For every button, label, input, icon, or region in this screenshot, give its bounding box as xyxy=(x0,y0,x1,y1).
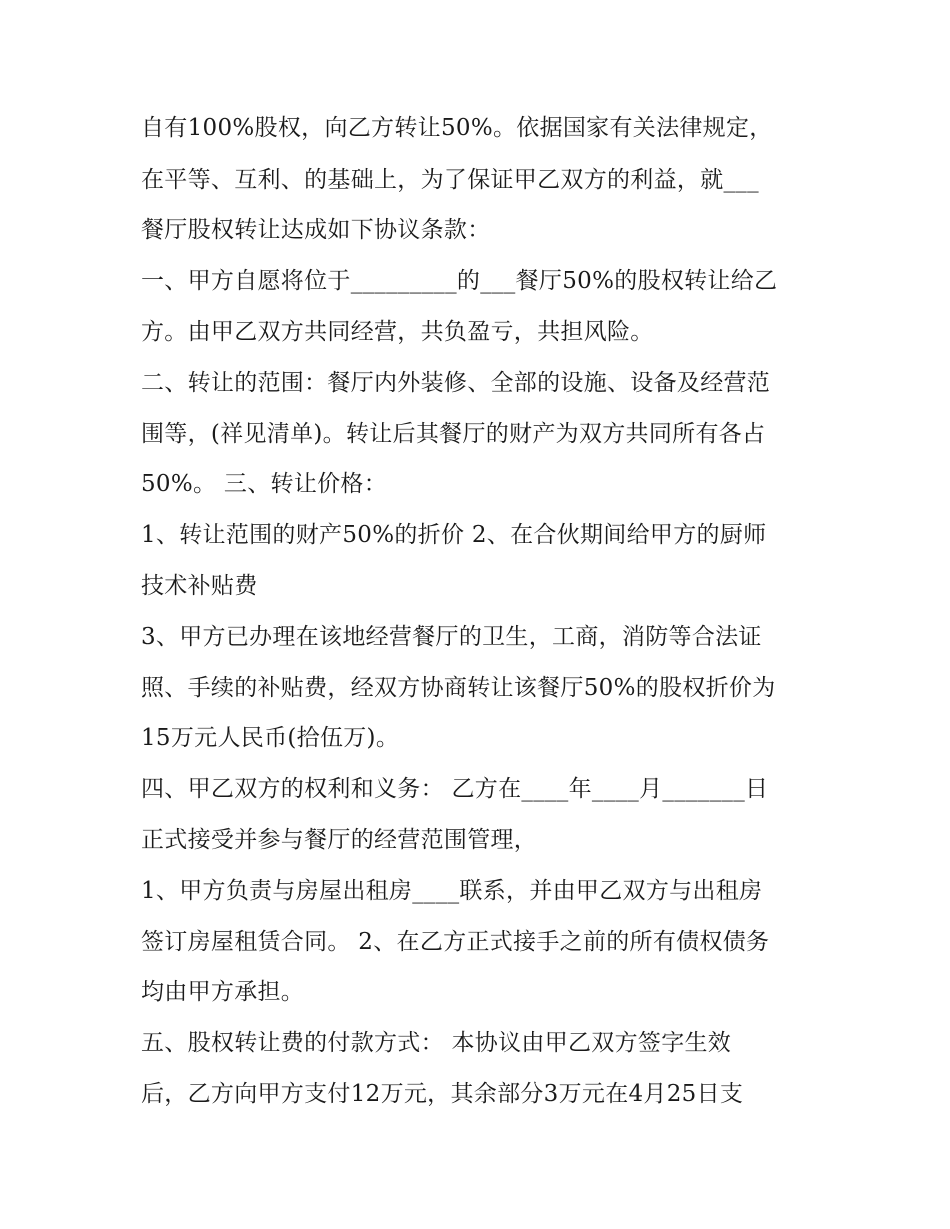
text-line: 自有100%股权，向乙方转让50%。依据国家有关法律规定， xyxy=(141,115,773,141)
text-line: 照、手续的补贴费，经双方协商转让该餐厅50%的股权折价为 xyxy=(141,675,776,701)
text-line: 1、转让范围的财产50%的折价 2、在合伙期间给甲方的厨师 xyxy=(141,522,767,548)
text-line: 技术补贴费 xyxy=(141,573,258,599)
text-line: 在平等、互利、的基础上，为了保证甲乙双方的利益，就___ xyxy=(141,167,759,193)
text-line: 围等，(祥见清单)。转让后其餐厅的财产为双方共同所有各占 xyxy=(141,421,766,447)
text-line: 二、转让的范围：餐厅内外装修、全部的设施、设备及经营范 xyxy=(141,370,771,396)
text-line: 50%。 三、转让价格： xyxy=(141,471,388,497)
text-line: 3、甲方已办理在该地经营餐厅的卫生，工商，消防等合法证 xyxy=(141,624,762,650)
text-line: 后，乙方向甲方支付12万元，其余部分3万元在4月25日支 xyxy=(141,1081,744,1107)
text-line: 1、甲方负责与房屋出租房____联系，并由甲乙双方与出租房 xyxy=(141,878,763,904)
text-line: 四、甲乙双方的权利和义务： 乙方在____年____月_______日 xyxy=(141,776,769,802)
text-line: 一、甲方自愿将位于_________的___餐厅50%的股权转让给乙 xyxy=(141,268,778,294)
text-line: 签订房屋租赁合同。 2、在乙方正式接手之前的所有债权债务 xyxy=(141,929,770,955)
text-line: 方。由甲乙双方共同经营，共负盈亏，共担风险。 xyxy=(141,319,654,345)
text-line: 正式接受并参与餐厅的经营范围管理， xyxy=(141,827,538,853)
text-line: 餐厅股权转让达成如下协议条款： xyxy=(141,217,491,243)
text-line: 五、股权转让费的付款方式： 本协议由甲乙双方签字生效 xyxy=(141,1030,732,1056)
text-line: 均由甲方承担。 xyxy=(141,979,305,1005)
text-line: 15万元人民币(拾伍万)。 xyxy=(141,725,400,751)
